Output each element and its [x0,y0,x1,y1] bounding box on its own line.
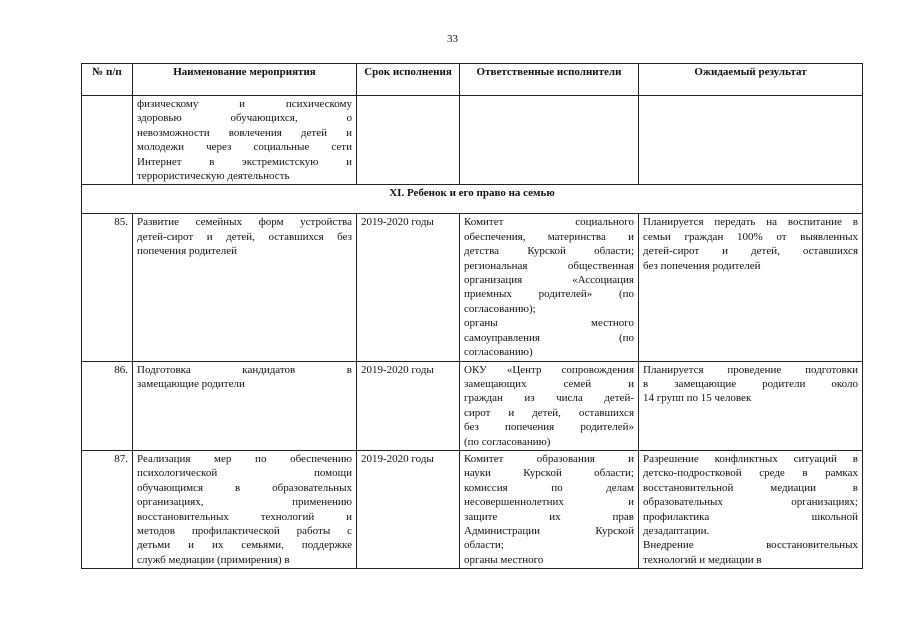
text-line: комиссия по делам [464,481,634,494]
text-line: семьи граждан 100% от выявленных [643,230,858,243]
text-line: Комитет социального [464,216,634,229]
row-name [133,214,357,361]
continued-num-cell [82,96,133,185]
text-line: здоровью обучающихся, о [137,112,352,125]
text-line: профилактика школьной [643,510,858,523]
text-line: граждан из числа детей- [464,392,634,405]
text-line: обеспечения, материнства и [464,230,634,243]
text-line: области; [464,539,504,552]
text-line: физическому и психическому [137,98,352,110]
row-responsible [460,361,639,450]
text-line: без попечения родителей [643,259,761,272]
row-term: 2019-2020 годы [357,450,460,568]
text-line: психологической помощи [137,467,352,480]
section-row [82,185,863,214]
text-line: приемных родителей» (по [464,288,634,301]
text-line: Планируется передать на воспитание в [643,216,858,229]
text-line: без попечения родителей» [464,421,634,434]
text-line: органы местного [464,553,544,566]
header-result: Ожидаемый результат [639,64,863,96]
text-line: служб медиации (примирения) в [137,553,290,566]
text-line: (по согласованию) [464,435,551,448]
header-num: № п/п [82,64,133,96]
text-line: замещающие родители [137,377,245,390]
text-line: защите их прав [464,510,634,523]
text-line: Подготовка кандидатов в [137,363,352,376]
row-responsible [460,450,639,568]
header-term: Срок исполнения [357,64,460,96]
table-header-row [82,64,863,96]
row-name [133,450,357,568]
row-num: 86. [82,361,133,450]
row-term: 2019-2020 годы [357,214,460,361]
continued-responsible-cell [460,96,639,185]
continued-term-cell [357,96,460,185]
header-responsible: Ответственные исполнители [460,64,639,96]
text-line: Внедрение восстановительных [643,539,858,552]
text-line: Разрешение конфликтных ситуаций в [643,452,858,465]
text-line: образовательных организациях; [643,496,858,509]
text-line: детства Курской области; [464,245,634,258]
text-line: восстановительных технологий и [137,510,352,523]
page-number: 33 [447,33,458,45]
text-line: науки Курской области; [464,467,634,480]
row-num: 85. [82,214,133,361]
text-line: детей-сирот и детей, оставшихся без [137,230,352,243]
text-line: организация «Ассоциация [464,274,634,287]
text-line: Развитие семейных форм устройства [137,216,352,229]
text-line: организациях, применению [137,496,352,509]
header-name: Наименование мероприятия [133,64,357,96]
text-line: детей-сирот и детей, оставшихся [643,245,858,258]
row-result [639,214,863,361]
text-line: методов профилактической работы с [137,524,352,537]
text-line: попечения родителей [137,245,237,258]
text-line: Реализация мер по обеспечению [137,452,352,465]
text-line: самоуправления (по [464,331,634,344]
row-responsible [460,214,639,361]
text-line: сирот и детей, оставшихся [464,406,634,419]
row-result [639,450,863,568]
text-line: молодежи через социальные сети [137,141,352,154]
text-line: детско-подростковой среде в рамках [643,467,858,480]
text-line: восстановительной медиации в [643,481,858,494]
text-line: согласованию); [464,302,536,315]
text-line: Планируется проведение подготовки [643,363,858,376]
text-line: Комитет образования и [464,452,634,465]
text-line: террористическую деятельность [137,170,290,183]
text-line: Администрации Курской [464,524,634,537]
text-line: 14 групп по 15 человек [643,392,752,405]
table-row [82,361,863,450]
text-line: детьми и их семьями, поддержке [137,539,352,552]
text-line: органы местного [464,317,634,330]
continued-result-cell [639,96,863,185]
row-result [639,361,863,450]
continued-name-cell [133,96,357,185]
text-line: в замещающие родители около [643,377,858,390]
text-line: обучающимся в образовательных [137,481,352,494]
text-line: технологий и медиации в [643,553,762,566]
table-row [82,450,863,568]
text-line: несовершеннолетних и [464,496,634,509]
row-num: 87. [82,450,133,568]
text-line: замещающих семей и [464,377,634,390]
text-line: согласованию) [464,346,533,359]
events-table [81,63,863,569]
continued-row [82,96,863,185]
text-line: Интернет в экстремистскую и [137,155,352,168]
table-row [82,214,863,361]
text-line: невозможности вовлечения детей и [137,126,352,139]
row-term: 2019-2020 годы [357,361,460,450]
text-line: дезадаптации. [643,524,710,537]
section-title: XI. Ребенок и его право на семью [82,185,863,214]
text-line: ОКУ «Центр сопровождения [464,363,634,376]
row-name [133,361,357,450]
text-line: региональная общественная [464,259,634,272]
